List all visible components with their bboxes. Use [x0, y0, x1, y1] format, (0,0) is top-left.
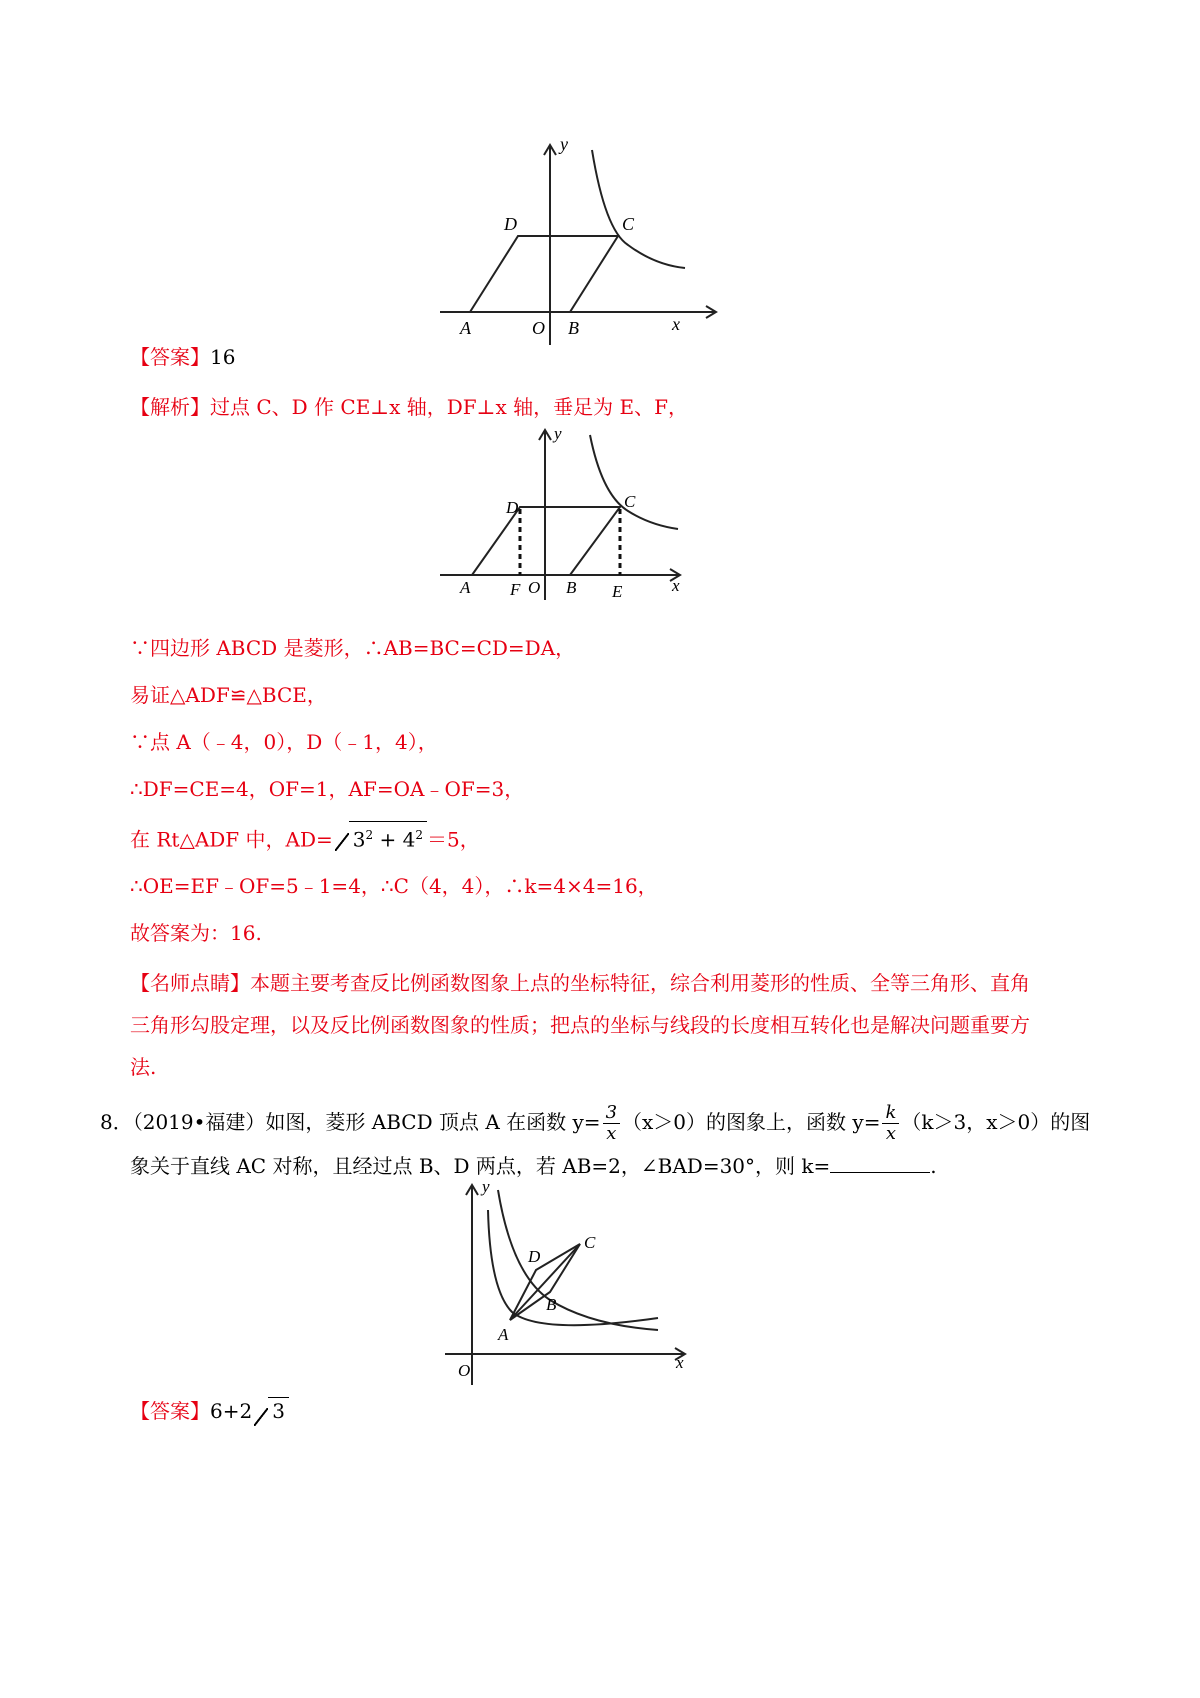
label-A: A — [460, 318, 471, 338]
question-8-line2: 象关于直线 AC 对称，且经过点 B、D 两点，若 AB=2，∠BAD=30°，则 k= . — [130, 1154, 937, 1178]
fraction-k-over-x: $\frac{k}{x}$ — [882, 1103, 899, 1144]
label-B: B — [566, 578, 577, 597]
figure-1-rhombus-hyperbola — [460, 134, 760, 360]
label-O: O — [532, 318, 545, 338]
question-8-line1: 8．（2019•福建）如图，菱形 ABCD 顶点 A 在函数 y= $\frac{3}{x}$ （x＞0）的图象上，函数 y= $\frac{k}{x}$ （k＞3，x＞0）的图 — [100, 1102, 1091, 1144]
hyperbola-y-3-over-x — [488, 1210, 658, 1325]
hyperbola-curve — [592, 150, 685, 268]
step-1: ∵四边形 ABCD 是菱形，∴AB=BC=CD=DA， — [130, 636, 576, 660]
step-5 — [130, 821, 480, 855]
teacher-note-line1: 【名师点睛】本题主要考查反比例函数图象上点的坐标特征，综合利用菱形的性质、全等三角形、直角 — [130, 971, 1030, 995]
label-D: D — [528, 1247, 541, 1266]
label-A: A — [460, 578, 471, 597]
teacher-note-line3: 法. — [130, 1055, 157, 1079]
figure-3-rhombus-two-hyperbolas — [440, 1177, 700, 1395]
analysis-tag: 【解析】 — [130, 395, 210, 419]
label-C: C — [584, 1233, 596, 1252]
sqrt-3: 3 — [254, 1396, 289, 1426]
step-4: ∴DF=CE=4，OF=1，AF=OA﹣OF=3， — [130, 777, 525, 801]
step-5-tail: ＝5， — [427, 827, 480, 852]
label-y: y — [482, 1177, 490, 1196]
label-D: D — [506, 498, 519, 517]
rhombus-abcd — [470, 236, 618, 312]
label-A: A — [498, 1325, 509, 1344]
answer-1 — [130, 342, 235, 372]
question-number: 8． — [100, 1110, 133, 1134]
hyperbola-y-k-over-x — [498, 1190, 658, 1330]
answer-blank — [830, 1154, 930, 1173]
label-x: x — [672, 314, 680, 334]
teacher-note-line2: 三角形勾股定理，以及反比例函数图象的性质；把点的坐标与线段的长度相互转化也是解决问题重要方 — [130, 1013, 1030, 1037]
answer-value: 16 — [210, 345, 236, 369]
label-C: C — [622, 214, 635, 234]
fraction-3-over-x: $\frac{3}{x}$ — [603, 1103, 620, 1144]
step-2: 易证△ADF≌△BCE， — [130, 683, 327, 707]
label-y: y — [560, 134, 568, 154]
step-5-text: 在 Rt△ADF 中，AD= — [130, 827, 333, 852]
answer-tag: 【答案】 — [130, 1399, 210, 1423]
label-D: D — [504, 214, 517, 234]
answer-value: 6+2 — [210, 1399, 253, 1423]
answer-2 — [130, 1396, 289, 1426]
label-B: B — [568, 318, 579, 338]
label-x: x — [676, 1353, 684, 1372]
label-O: O — [458, 1361, 471, 1380]
diagonal-ac — [510, 1244, 580, 1320]
step-6: ∴OE=EF﹣OF=5﹣1=4，∴C（4，4），∴k=4×4=16， — [130, 874, 658, 898]
figure-2-rhombus-with-perpendiculars — [440, 425, 700, 605]
answer-tag: 【答案】 — [130, 345, 210, 369]
step-3: ∵点 A（﹣4，0），D（﹣1，4）， — [130, 730, 438, 754]
step-7: 故答案为：16. — [130, 921, 262, 945]
teacher-note-tag: 【名师点睛】 — [130, 971, 250, 995]
label-F: F — [510, 580, 521, 599]
label-x: x — [672, 576, 680, 595]
label-C: C — [624, 492, 636, 511]
analysis-line — [130, 392, 688, 422]
analysis-text: 过点 C、D 作 CE⊥x 轴，DF⊥x 轴，垂足为 E、F， — [210, 395, 688, 419]
label-B: B — [546, 1295, 557, 1314]
label-E: E — [612, 582, 623, 601]
label-O: O — [528, 578, 541, 597]
hyperbola-curve — [590, 435, 678, 529]
sqrt-expression: $3^2 + 4^2$ — [335, 821, 427, 855]
label-y: y — [554, 424, 562, 443]
